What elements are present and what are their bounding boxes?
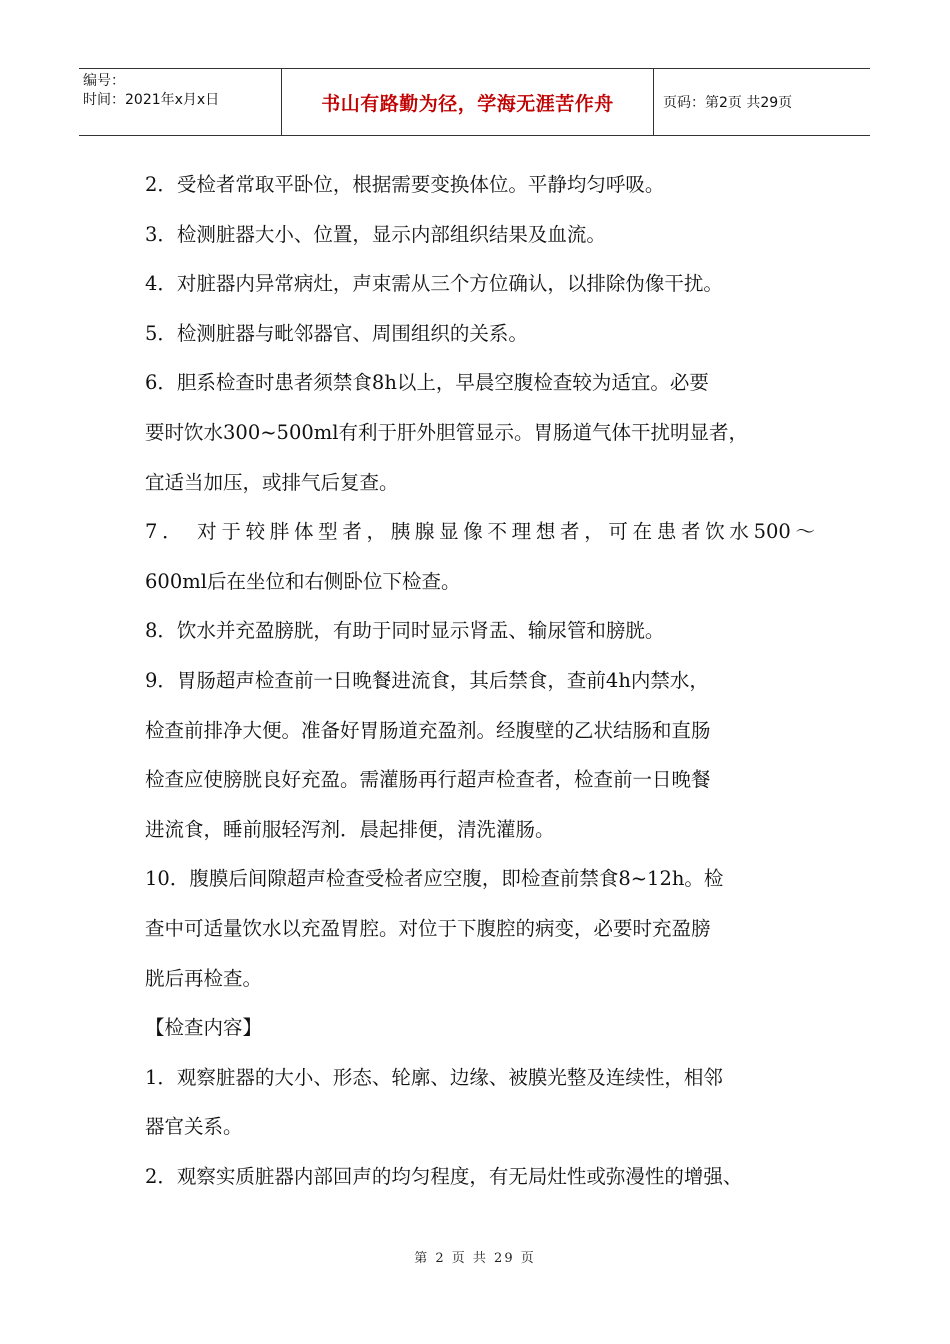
header-meta <box>79 69 282 135</box>
section-heading: 【检查内容】 <box>145 1016 263 1040</box>
body-line: 要时饮水300~500ml有利于肝外胆管显示。胃肠道气体干扰明显者， <box>145 420 749 444</box>
body-line: 8．饮水并充盈膀胱，有助于同时显示肾盂、输尿管和膀胱。 <box>145 619 665 643</box>
body-line: 3．检测脏器大小、位置，显示内部组织结果及血流。 <box>145 222 606 246</box>
body-line: 胱后再检查。 <box>145 966 263 990</box>
body-line: 6．胆系检查时患者须禁食8h以上，早晨空腹检查较为适宜。必要 <box>145 371 709 395</box>
body-line: 2．受检者常取平卧位，根据需要变换体位。平静均匀呼吸。 <box>145 173 665 196</box>
body-line: 10．腹膜后间隙超声检查受检者应空腹，即检查前禁食8~12h。检 <box>145 867 724 891</box>
body-line: 宜适当加压，或排气后复查。 <box>145 470 399 494</box>
body-line: 1．观察脏器的大小、形态、轮廓、边缘、被膜光整及连续性，相邻 <box>145 1065 723 1089</box>
body-line: 2．观察实质脏器内部回声的均匀程度，有无局灶性或弥漫性的增强、 <box>145 1164 743 1188</box>
page-header <box>79 68 870 136</box>
document-number-label: 编号： <box>83 73 125 89</box>
body-line: 9．胃肠超声检查前一日晚餐进流食，其后禁食，查前4h内禁水， <box>145 668 709 692</box>
document-date: 时间：2021年x月x日 <box>83 92 220 108</box>
body-line: 600ml后在坐位和右侧卧位下检查。 <box>145 569 461 593</box>
body-line: 7． 对于较胖体型者，胰腺显像不理想者，可在患者饮水500～ <box>145 520 815 544</box>
body-line: 检查前排净大便。准备好胃肠道充盈剂。经腹壁的乙状结肠和直肠 <box>145 718 711 742</box>
body-line: 5．检测脏器与毗邻器官、周围组织的关系。 <box>145 321 528 345</box>
body-line: 查中可适量饮水以充盈胃腔。对位于下腹腔的病变，必要时充盈膀 <box>145 916 711 940</box>
page-footer: 第 2 页 共 29 页 <box>414 1251 536 1266</box>
body-line: 检查应使膀胱良好充盈。需灌肠再行超声检查者，检查前一日晚餐 <box>145 768 711 792</box>
document-body <box>145 166 815 1207</box>
header-motto: 书山有路勤为径，学海无涯苦作舟 <box>282 69 654 135</box>
body-line: 器官关系。 <box>145 1115 243 1139</box>
body-line: 进流食，睡前服轻泻剂．晨起排便，清洗灌肠。 <box>145 817 555 841</box>
header-page-info: 页码：第2页 共29页 <box>663 95 793 111</box>
body-line: 4．对脏器内异常病灶，声束需从三个方位确认，以排除伪像干扰。 <box>145 272 723 296</box>
